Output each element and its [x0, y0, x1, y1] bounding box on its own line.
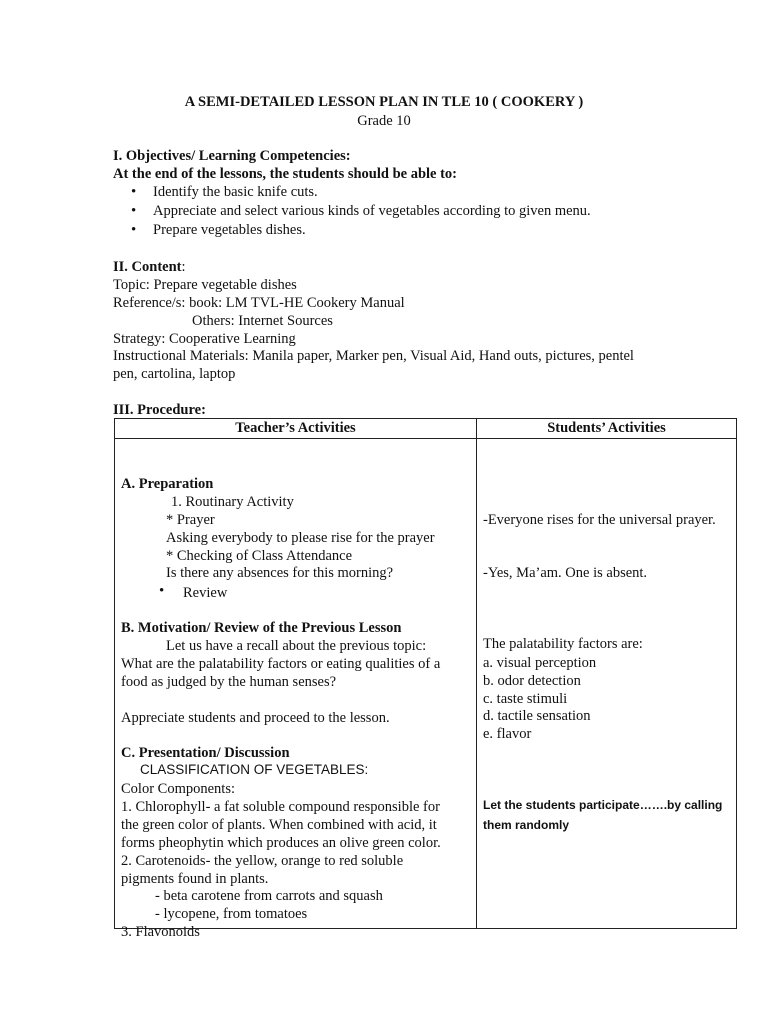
- content-others: Others: Internet Sources: [192, 313, 333, 329]
- content-heading: II. Content: [113, 259, 182, 275]
- recall-prompt: Let us have a recall about the previous topic:: [166, 638, 427, 654]
- objectives-list: [113, 183, 591, 240]
- students-activities-cell: [477, 439, 737, 929]
- content-heading-line: [113, 258, 186, 276]
- content-topic: Topic: Prepare vegetable dishes: [113, 277, 297, 293]
- students-column-header: Students’ Activities: [477, 419, 737, 439]
- section-a-heading: A. Preparation: [121, 476, 214, 492]
- absence-response: -Yes, Ma’am. One is absent.: [483, 565, 648, 581]
- content-heading-suffix: :: [181, 259, 186, 275]
- routinary-activity: 1. Routinary Activity: [171, 494, 294, 510]
- carotenoids-text: 2. Carotenoids- the yellow, orange to red soluble: [121, 853, 404, 869]
- review-item: Review: [183, 585, 228, 601]
- prayer-item: * Prayer: [166, 512, 215, 528]
- factor-item: d. tactile sensation: [483, 708, 591, 724]
- appreciate-text: Appreciate students and proceed to the lesson.: [121, 710, 390, 726]
- teacher-column-header: Teacher’s Activities: [115, 419, 477, 439]
- attendance-item: * Checking of Class Attendance: [166, 548, 353, 564]
- attendance-question: Is there any absences for this morning?: [166, 565, 394, 581]
- content-references: Reference/s: book: LM TVL-HE Cookery Manual: [113, 295, 405, 311]
- flavonoids-text: 3. Flavonoids: [121, 924, 200, 940]
- section-c-heading: C. Presentation/ Discussion: [121, 745, 290, 761]
- objectives-heading: I. Objectives/ Learning Competencies:: [113, 148, 351, 164]
- document-title: A SEMI-DETAILED LESSON PLAN IN TLE 10 ( COOKERY ): [184, 94, 584, 110]
- objective-item: • Prepare vegetables dishes.: [113, 221, 591, 240]
- prayer-instruction: Asking everybody to please rise for the prayer: [166, 530, 435, 546]
- procedure-heading: III. Procedure:: [113, 402, 206, 418]
- section-b-heading: B. Motivation/ Review of the Previous Lesson: [121, 620, 402, 636]
- chlorophyll-text: 1. Chlorophyll- a fat soluble compound responsible for: [121, 799, 440, 815]
- color-components: Color Components:: [121, 781, 235, 797]
- factor-item: c. taste stimuli: [483, 691, 568, 707]
- content-materials: Instructional Materials: Manila paper, Marker pen, Visual Aid, Hand outs, pictures, pentel: [113, 348, 634, 364]
- recall-question: What are the palatability factors or eating qualities of a: [121, 656, 441, 672]
- participation-note-cont: them randomly: [483, 818, 570, 832]
- classification-heading: CLASSIFICATION OF VEGETABLES:: [140, 762, 369, 777]
- chlorophyll-text-2: the green color of plants. When combined with acid, it: [121, 817, 437, 833]
- prayer-response: -Everyone rises for the universal prayer.: [483, 512, 716, 528]
- recall-question-cont: food as judged by the human senses?: [121, 674, 337, 690]
- table-header-row: [115, 419, 737, 439]
- lycopene-text: - lycopene, from tomatoes: [155, 906, 308, 922]
- beta-carotene-text: - beta carotene from carrots and squash: [155, 888, 383, 904]
- table-body-row: [115, 439, 737, 929]
- teacher-activities-cell: [115, 439, 477, 940]
- content-materials-cont: pen, cartolina, laptop: [113, 366, 236, 382]
- factor-item: e. flavor: [483, 726, 532, 742]
- objectives-intro: At the end of the lessons, the students should be able to:: [113, 166, 458, 182]
- factor-item: b. odor detection: [483, 673, 581, 689]
- factors-heading: The palatability factors are:: [483, 636, 643, 652]
- chlorophyll-text-3: forms pheophytin which produces an olive green color.: [121, 835, 441, 851]
- carotenoids-text-2: pigments found in plants.: [121, 871, 269, 887]
- factor-item: a. visual perception: [483, 655, 597, 671]
- grade-label: Grade 10: [357, 113, 411, 129]
- content-strategy: Strategy: Cooperative Learning: [113, 331, 296, 347]
- objective-item: • Identify the basic knife cuts.: [113, 183, 591, 202]
- bullet-icon: •: [159, 583, 165, 599]
- objective-item: • Appreciate and select various kinds of vegetables according to given menu.: [113, 202, 591, 221]
- participation-note: Let the students participate…….by calling: [483, 798, 723, 812]
- procedure-table: [114, 418, 737, 940]
